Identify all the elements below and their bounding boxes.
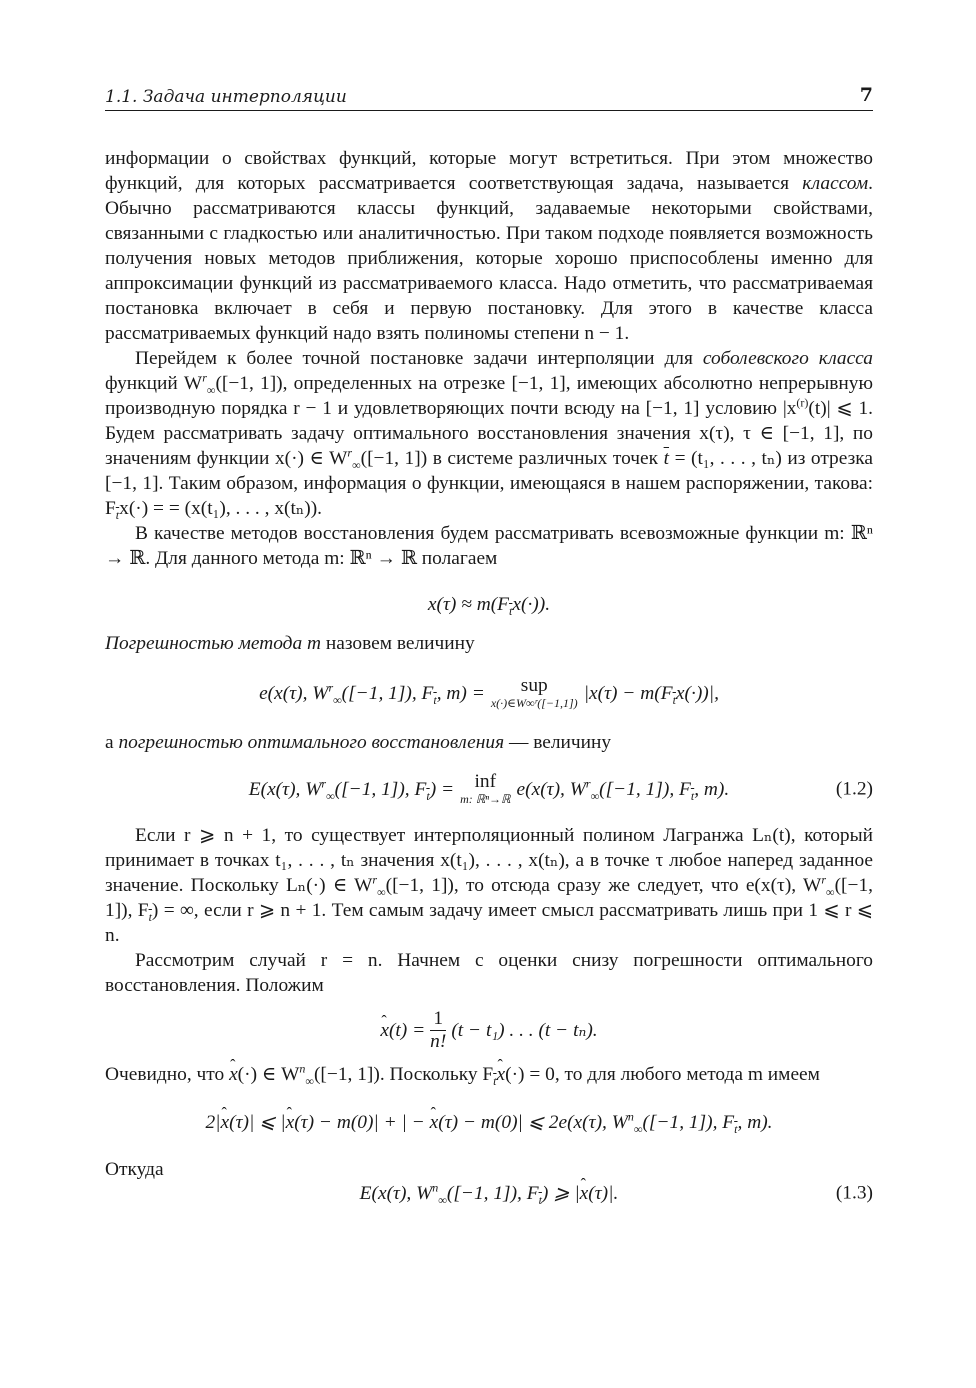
paragraph-5: а погрешностью оптимального восстановления — величину	[105, 732, 612, 753]
equation-number-1-2: (1.2)	[835, 778, 873, 800]
paragraph-3: В качестве методов восстановления будем рассматривать всевозможные функции m: ℝⁿ → ℝ. Для данного метода m: ℝⁿ → ℝ полагаем	[105, 523, 873, 569]
paragraph-7: Рассмотрим случай r = n. Начнем с оценки снизу погрешности оптимального восстановления. Положим	[105, 950, 873, 996]
term-class: классом	[802, 173, 869, 194]
inf-operator: inf m: ℝⁿ→ℝ	[460, 771, 511, 806]
sup-operator: sup x(·)∈W∞ʳ([−1,1])	[490, 675, 578, 710]
running-head	[105, 84, 873, 111]
paragraph-1: информации о свойствах функций, которые могут встретиться. При этом множество функций, для которых рассматривается соответствующая задача, называется классом. Обычно рассматриваются классы функций, задаваемые некоторыми свойствами, связанными с гладкостью или аналитичностью. При таком подходе появляется возможность получения новых методов приближения, которые хорошо приспособлены именно для аппроксимации функций из рассматриваемого класса. Надо отметить, что рассматриваемая постановка включает в себя и первую постановку. Для этого в качестве класса рассматриваемых функций надо взять полиномы степени n − 1.	[105, 148, 873, 344]
equation-error: e(x(τ), $W^r_\infty([-1$, 1]), $F_{\overline{t}}$, m) = sup x(·)∈W∞ʳ([−1,1]) $|x(\tau) - m(F_{\overline{t}}x(\cdot))|$,	[259, 675, 719, 710]
paragraph-9: Откуда	[105, 1159, 164, 1180]
fraction: $\frac{1}{n!}$	[430, 1007, 447, 1052]
paragraph-8: Очевидно, что ˆ x(·) ∈ $W^n_\infty([-1$, 1]). Поскольку $F_{\overline{t}}ˆ$ x(·) = 0, то для любого метода m имеем	[105, 1062, 873, 1087]
paragraph-4: Погрешностью метода m назовем величину	[105, 633, 475, 654]
equation-number-1-3: (1.3)	[835, 1182, 873, 1204]
page-body	[105, 146, 873, 1208]
equation-hat-x: ˆ x(t) = $\frac{1}{n!}$ (t − t₁) . . . (t − tₙ).	[105, 998, 873, 1062]
paragraph-2: Перейдем к более точной постановке задачи интерполяции для соболевского класса функций $W^r_\infty([-1$, 1]), определенных на отрезке [−1, 1], имеющих абсолютно непрерывную производную порядка r − 1 и удовлетворяющих почти всюду на [−1, 1] условию $|x^{(r)}(t)|$ ⩽ 1. Будем рассматривать задачу оптимального восстановления значения x(τ), τ ∈ [−1, 1], по значениям функции x(·) ∈ $W^r_\infty([-1$, 1]) в системе различных точек $\overline{t} = (t_1$, . . . , tₙ) из отрезка [−1, 1]. Таким образом, информация о функции, имеющаяся в нашем распоряжении, такова: $F_{\overline{t}}x(\cdot)$ = = (x(t₁), . . . , x(tₙ)).	[105, 348, 873, 522]
term-sobolev-class: соболевского класса	[702, 348, 873, 369]
equation-1-3: E(x(τ), $W^n_\infty([-1$, 1]), $F_{\overline{t}}$) ⩾ |ˆ x(τ)|. (1.3)	[105, 1178, 873, 1208]
equation-inequality: 2|ˆ x(τ)| ⩽ |ˆ x(τ) − m(0)| + | − ˆ x(τ) − m(0)| ⩽ 2e(x(τ), $W^n_\infty([-1$, 1]), $F_{\overline{t}}$, m).	[105, 1087, 873, 1157]
term-optimal-error: погрешностью оптимального восстановления	[118, 732, 505, 753]
section-title: 1.1. Задача интерполяции	[105, 87, 347, 107]
paragraph-6: Если r ⩾ n + 1, то существует интерполяционный полином Лагранжа Lₙ(t), который принимает в точках t₁, . . . , tₙ значения x(t₁), . . . , x(tₙ), а в точке τ любое наперед заданное значение. Поскольку Lₙ(·) ∈ $W^r_\infty([-1$, 1]), то отсюда сразу же следует, что e(x(τ), $W^r_\infty([-1$, 1]), $F_{\overline{t}}$) = ∞, если r ⩾ n + 1. Тем самым задачу имеет смысл рассматривать лишь при 1 ⩽ r ⩽ n.	[105, 825, 873, 946]
page-number: 7	[859, 84, 873, 106]
equation-1-2: E(x(τ), $W^r_\infty([-1$, 1]), $F_{\overline{t}}$) = inf m: ℝⁿ→ℝ e(x(τ), $W^r_\infty([-1$, 1]), $F_{\overline{t}}$, m). (1.2)	[248, 771, 873, 806]
term-method-error: Погрешностью метода m	[105, 633, 321, 654]
equation-approx: $x(\tau) \approx m(F_{\overline{t}}x(\cdot))$.	[427, 593, 551, 618]
